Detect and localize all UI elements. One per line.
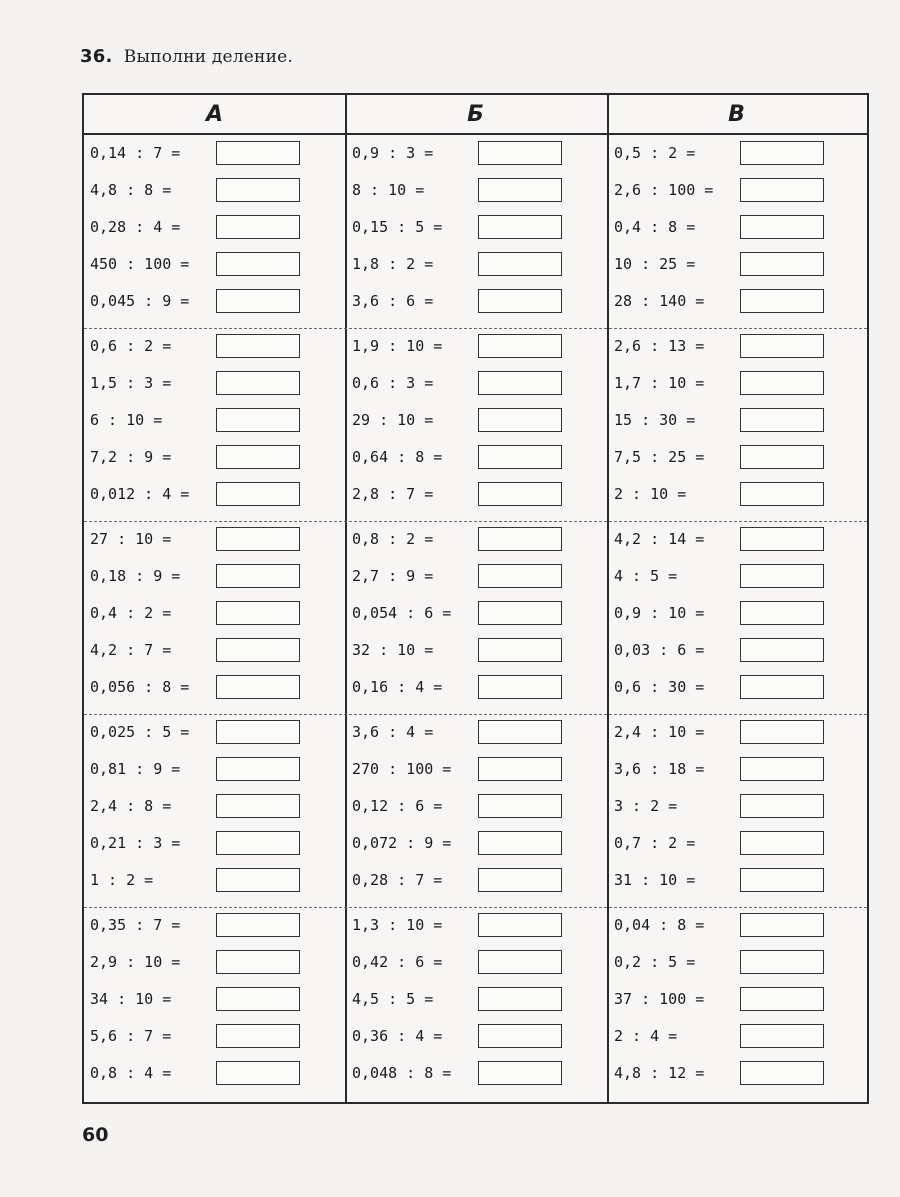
answer-box[interactable]: [740, 371, 824, 395]
answer-box[interactable]: [740, 1061, 824, 1085]
answer-box[interactable]: [478, 601, 562, 625]
answer-box[interactable]: [216, 178, 300, 202]
answer-box[interactable]: [740, 215, 824, 239]
division-expression: 0,81 : 9 =: [90, 760, 181, 778]
division-expression: 0,21 : 3 =: [90, 834, 181, 852]
answer-box[interactable]: [216, 794, 300, 818]
answer-box[interactable]: [478, 1061, 562, 1085]
division-expression: 0,054 : 6 =: [352, 604, 452, 622]
table-header: [84, 95, 867, 135]
division-task: [614, 526, 862, 552]
division-expression: 0,6 : 3 =: [352, 374, 434, 392]
division-task: [352, 370, 600, 396]
answer-box[interactable]: [216, 334, 300, 358]
division-expression: 450 : 100 =: [90, 255, 190, 273]
answer-box[interactable]: [216, 757, 300, 781]
division-task: [352, 756, 600, 782]
division-task: [352, 830, 600, 856]
answer-box[interactable]: [216, 950, 300, 974]
answer-box[interactable]: [478, 1024, 562, 1048]
division-expression: 2,6 : 13 =: [614, 337, 705, 355]
answer-box[interactable]: [478, 527, 562, 551]
division-expression: 0,28 : 7 =: [352, 871, 443, 889]
division-task: [614, 214, 862, 240]
division-task: [352, 600, 600, 626]
division-expression: 0,6 : 30 =: [614, 678, 705, 696]
answer-box[interactable]: [740, 334, 824, 358]
answer-box[interactable]: [216, 527, 300, 551]
answer-box[interactable]: [478, 178, 562, 202]
page-number: 60: [82, 1124, 109, 1146]
division-task: [614, 637, 862, 663]
division-expression: 0,056 : 8 =: [90, 678, 190, 696]
division-task: [90, 867, 338, 893]
division-task: [90, 481, 338, 507]
answer-box[interactable]: [216, 252, 300, 276]
division-task: [352, 526, 600, 552]
answer-box[interactable]: [478, 141, 562, 165]
division-task: [614, 986, 862, 1012]
division-expression: 2,4 : 10 =: [614, 723, 705, 741]
answer-box[interactable]: [478, 289, 562, 313]
division-expression: 0,18 : 9 =: [90, 567, 181, 585]
answer-box[interactable]: [478, 868, 562, 892]
division-expression: 3,6 : 18 =: [614, 760, 705, 778]
division-expression: 0,2 : 5 =: [614, 953, 696, 971]
division-expression: 29 : 10 =: [352, 411, 434, 429]
division-task: [352, 867, 600, 893]
division-expression: 2 : 4 =: [614, 1027, 678, 1045]
answer-box[interactable]: [216, 831, 300, 855]
answer-box[interactable]: [478, 794, 562, 818]
division-expression: 7,2 : 9 =: [90, 448, 172, 466]
division-task: [614, 288, 862, 314]
division-task: [352, 407, 600, 433]
division-expression: 15 : 30 =: [614, 411, 696, 429]
division-expression: 4,8 : 12 =: [614, 1064, 705, 1082]
division-task: [614, 444, 862, 470]
division-task: [352, 214, 600, 240]
answer-box[interactable]: [740, 564, 824, 588]
division-task: [352, 1060, 600, 1086]
division-expression: 0,03 : 6 =: [614, 641, 705, 659]
division-task: [352, 288, 600, 314]
answer-box[interactable]: [216, 601, 300, 625]
answer-box[interactable]: [740, 868, 824, 892]
division-task: [614, 600, 862, 626]
division-task: [614, 830, 862, 856]
answer-box[interactable]: [478, 371, 562, 395]
answer-box[interactable]: [216, 1024, 300, 1048]
answer-box[interactable]: [478, 831, 562, 855]
answer-box[interactable]: [478, 564, 562, 588]
answer-box[interactable]: [478, 638, 562, 662]
division-task: [614, 793, 862, 819]
division-expression: 0,9 : 3 =: [352, 144, 434, 162]
division-expression: 37 : 100 =: [614, 990, 705, 1008]
division-task: [90, 912, 338, 938]
answer-box[interactable]: [740, 950, 824, 974]
answer-box[interactable]: [740, 141, 824, 165]
division-task: [90, 600, 338, 626]
answer-box[interactable]: [740, 408, 824, 432]
division-task: [352, 949, 600, 975]
division-expression: 270 : 100 =: [352, 760, 452, 778]
division-task: [90, 444, 338, 470]
division-expression: 4,2 : 7 =: [90, 641, 172, 659]
division-expression: 0,04 : 8 =: [614, 916, 705, 934]
answer-box[interactable]: [740, 527, 824, 551]
division-task: [614, 674, 862, 700]
division-task: [614, 407, 862, 433]
answer-box[interactable]: [216, 638, 300, 662]
division-task: [614, 912, 862, 938]
answer-box[interactable]: [216, 215, 300, 239]
answer-box[interactable]: [740, 601, 824, 625]
group-divider: [84, 714, 867, 715]
division-expression: 6 : 10 =: [90, 411, 163, 429]
division-task: [90, 756, 338, 782]
division-expression: 7,5 : 25 =: [614, 448, 705, 466]
division-task: [614, 1060, 862, 1086]
answer-box[interactable]: [216, 675, 300, 699]
division-expression: 1,5 : 3 =: [90, 374, 172, 392]
division-task: [614, 177, 862, 203]
division-expression: 2,6 : 100 =: [614, 181, 714, 199]
answer-box[interactable]: [740, 987, 824, 1011]
answer-box[interactable]: [740, 638, 824, 662]
division-expression: 32 : 10 =: [352, 641, 434, 659]
division-task: [90, 793, 338, 819]
answer-box[interactable]: [216, 720, 300, 744]
division-expression: 1,9 : 10 =: [352, 337, 443, 355]
answer-box[interactable]: [216, 445, 300, 469]
division-task: [90, 674, 338, 700]
division-task: [614, 867, 862, 893]
division-task: [614, 481, 862, 507]
division-task: [614, 370, 862, 396]
division-expression: 0,4 : 2 =: [90, 604, 172, 622]
division-expression: 0,012 : 4 =: [90, 485, 190, 503]
division-expression: 0,4 : 8 =: [614, 218, 696, 236]
answer-box[interactable]: [216, 987, 300, 1011]
division-task: [90, 1023, 338, 1049]
exercise-heading: [80, 46, 293, 67]
answer-box[interactable]: [478, 720, 562, 744]
division-expression: 1,7 : 10 =: [614, 374, 705, 392]
answer-box[interactable]: [216, 868, 300, 892]
division-expression: 0,8 : 4 =: [90, 1064, 172, 1082]
answer-box[interactable]: [740, 252, 824, 276]
division-expression: 2,7 : 9 =: [352, 567, 434, 585]
answer-box[interactable]: [478, 334, 562, 358]
answer-box[interactable]: [216, 564, 300, 588]
answer-box[interactable]: [740, 757, 824, 781]
division-task: [90, 214, 338, 240]
answer-box[interactable]: [740, 289, 824, 313]
division-task: [352, 793, 600, 819]
division-expression: 0,16 : 4 =: [352, 678, 443, 696]
division-expression: 4 : 5 =: [614, 567, 678, 585]
division-expression: 4,8 : 8 =: [90, 181, 172, 199]
division-expression: 0,048 : 8 =: [352, 1064, 452, 1082]
division-task: [90, 830, 338, 856]
division-task: [614, 333, 862, 359]
answer-box[interactable]: [740, 720, 824, 744]
group-divider: [84, 907, 867, 908]
division-task: [90, 370, 338, 396]
division-expression: 3,6 : 4 =: [352, 723, 434, 741]
division-task: [614, 563, 862, 589]
division-expression: 0,28 : 4 =: [90, 218, 181, 236]
answer-box[interactable]: [478, 252, 562, 276]
answer-box[interactable]: [478, 987, 562, 1011]
answer-box[interactable]: [478, 445, 562, 469]
column-divider: [345, 95, 347, 1102]
division-expression: 8 : 10 =: [352, 181, 425, 199]
division-task: [90, 140, 338, 166]
division-expression: 2 : 10 =: [614, 485, 687, 503]
answer-box[interactable]: [478, 675, 562, 699]
column-header-v: В: [728, 101, 745, 127]
answer-box[interactable]: [216, 289, 300, 313]
exercise-number: 36.: [80, 46, 113, 67]
division-task: [90, 333, 338, 359]
division-task: [352, 444, 600, 470]
division-task: [614, 719, 862, 745]
division-task: [352, 986, 600, 1012]
answer-box[interactable]: [478, 913, 562, 937]
division-expression: 2,8 : 7 =: [352, 485, 434, 503]
group-divider: [84, 521, 867, 522]
division-task: [90, 526, 338, 552]
answer-box[interactable]: [740, 482, 824, 506]
division-expression: 0,42 : 6 =: [352, 953, 443, 971]
answer-box[interactable]: [478, 408, 562, 432]
division-expression: 1,8 : 2 =: [352, 255, 434, 273]
answer-box[interactable]: [478, 950, 562, 974]
answer-box[interactable]: [740, 1024, 824, 1048]
column-divider: [607, 95, 609, 1102]
answer-box[interactable]: [216, 913, 300, 937]
answer-box[interactable]: [740, 913, 824, 937]
division-task: [90, 637, 338, 663]
exercise-table: [82, 93, 869, 1104]
answer-box[interactable]: [216, 141, 300, 165]
division-task: [90, 563, 338, 589]
answer-box[interactable]: [478, 757, 562, 781]
answer-box[interactable]: [740, 178, 824, 202]
division-expression: 3,6 : 6 =: [352, 292, 434, 310]
division-task: [614, 140, 862, 166]
answer-box[interactable]: [740, 831, 824, 855]
division-expression: 0,072 : 9 =: [352, 834, 452, 852]
division-task: [352, 251, 600, 277]
division-expression: 0,14 : 7 =: [90, 144, 181, 162]
answer-box[interactable]: [740, 794, 824, 818]
division-expression: 5,6 : 7 =: [90, 1027, 172, 1045]
division-task: [352, 637, 600, 663]
division-expression: 0,6 : 2 =: [90, 337, 172, 355]
answer-box[interactable]: [478, 215, 562, 239]
division-expression: 0,045 : 9 =: [90, 292, 190, 310]
division-expression: 4,2 : 14 =: [614, 530, 705, 548]
answer-box[interactable]: [216, 408, 300, 432]
answer-box[interactable]: [478, 482, 562, 506]
division-expression: 31 : 10 =: [614, 871, 696, 889]
exercise-instruction: Выполни деление.: [123, 47, 293, 67]
division-expression: 0,9 : 10 =: [614, 604, 705, 622]
division-expression: 1 : 2 =: [90, 871, 154, 889]
division-task: [352, 140, 600, 166]
division-task: [352, 333, 600, 359]
division-expression: 0,8 : 2 =: [352, 530, 434, 548]
division-task: [352, 177, 600, 203]
division-task: [352, 563, 600, 589]
division-expression: 1,3 : 10 =: [352, 916, 443, 934]
division-expression: 0,35 : 7 =: [90, 916, 181, 934]
division-expression: 0,15 : 5 =: [352, 218, 443, 236]
division-task: [614, 949, 862, 975]
answer-box[interactable]: [216, 371, 300, 395]
division-task: [352, 674, 600, 700]
column-header-a: А: [205, 101, 224, 127]
division-task: [352, 912, 600, 938]
division-task: [90, 1060, 338, 1086]
division-task: [614, 1023, 862, 1049]
division-task: [90, 288, 338, 314]
division-expression: 0,12 : 6 =: [352, 797, 443, 815]
division-expression: 28 : 140 =: [614, 292, 705, 310]
answer-box[interactable]: [740, 445, 824, 469]
division-task: [352, 1023, 600, 1049]
division-expression: 10 : 25 =: [614, 255, 696, 273]
answer-box[interactable]: [740, 675, 824, 699]
column-header-b: Б: [467, 101, 484, 127]
division-task: [90, 986, 338, 1012]
answer-box[interactable]: [216, 1061, 300, 1085]
division-task: [352, 719, 600, 745]
division-task: [614, 251, 862, 277]
division-expression: 0,64 : 8 =: [352, 448, 443, 466]
division-expression: 34 : 10 =: [90, 990, 172, 1008]
division-expression: 0,36 : 4 =: [352, 1027, 443, 1045]
division-task: [90, 949, 338, 975]
division-expression: 0,5 : 2 =: [614, 144, 696, 162]
division-expression: 4,5 : 5 =: [352, 990, 434, 1008]
division-expression: 0,025 : 5 =: [90, 723, 190, 741]
division-expression: 3 : 2 =: [614, 797, 678, 815]
division-task: [614, 756, 862, 782]
division-task: [90, 177, 338, 203]
division-expression: 2,4 : 8 =: [90, 797, 172, 815]
division-expression: 2,9 : 10 =: [90, 953, 181, 971]
group-divider: [84, 328, 867, 329]
division-task: [90, 407, 338, 433]
division-expression: 0,7 : 2 =: [614, 834, 696, 852]
division-task: [90, 719, 338, 745]
answer-box[interactable]: [216, 482, 300, 506]
division-task: [90, 251, 338, 277]
division-expression: 27 : 10 =: [90, 530, 172, 548]
division-task: [352, 481, 600, 507]
